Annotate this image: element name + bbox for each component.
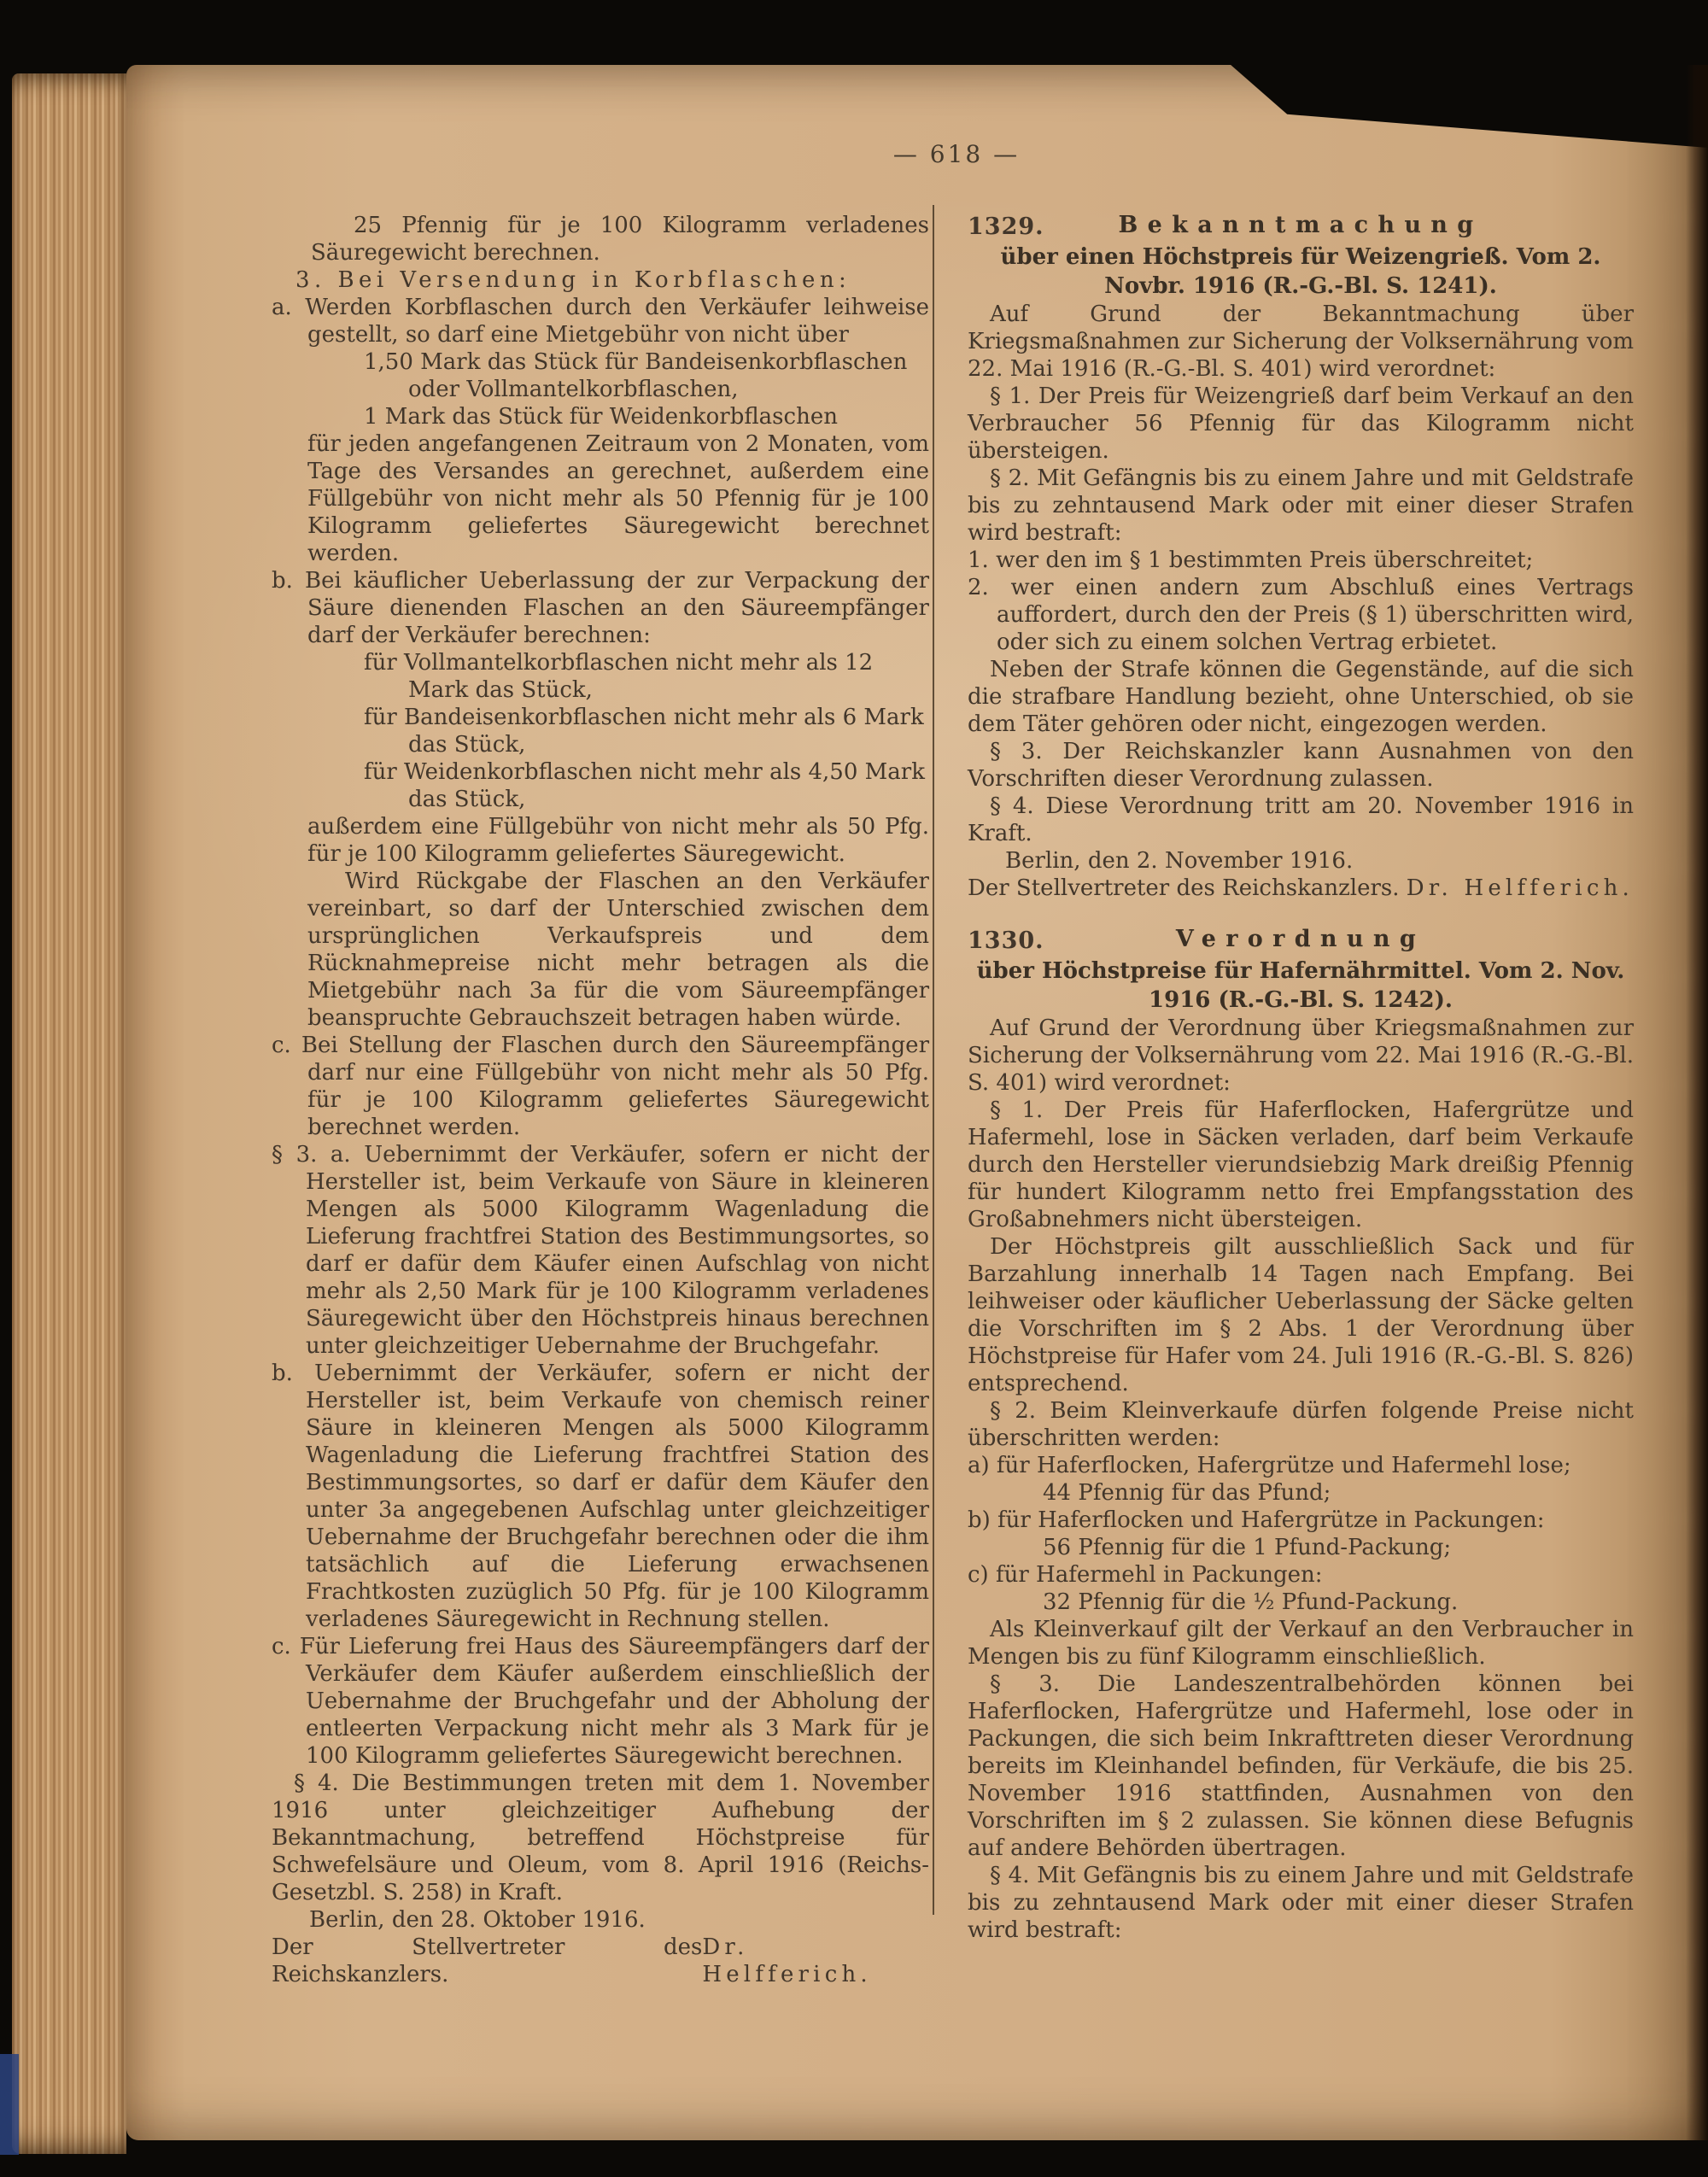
book-fore-edge-stack: [12, 73, 126, 2154]
item-a-price-1: 1,50 Mark das Stück für Bandeisenkorbflaschen oder Vollmantelkorbflaschen,: [364, 349, 908, 402]
dateline: Berlin, den 28. Oktober 1916.: [309, 1907, 646, 1933]
document-1329-subtitle: über einen Höchstpreis für Weizengrieß. Vom 2. Novbr. 1916 (R.-G.-Bl. S. 1241).: [1000, 244, 1601, 299]
d1329-paragraph-intro: Auf Grund der Bekanntmachung über Kriegsmaßnahmen zur Sicherung der Volksernährung vom 22. Mai 1916 (R.-G.-Bl. S. 401) wird verordnet:: [968, 301, 1634, 382]
item-a-label: a.: [272, 295, 292, 320]
item-a-price-2: 1 Mark das Stück für Weidenkorbflaschen: [364, 404, 838, 430]
paragraph-3a: § 3. a. Uebernimmt der Verkäufer, sofern er nicht der Hersteller ist, beim Verkaufe von Säure in kleineren Mengen als 5000 Kilogramm Wagenladung die Lieferung frachtfrei Station des Bestimmungsortes, so darf er dafür dem Käufer einen Aufschlag von nicht mehr als 2,50 Mark für je 100 Kilogramm verladenes Säuregewicht über den Höchstpreis hinaus berechnen unter gleichzeitiger Uebernahme der Bruchgefahr.: [272, 1142, 929, 1359]
document-1330-heading: [968, 926, 1634, 953]
d1329-dateline: Berlin, den 2. November 1916.: [1005, 848, 1354, 874]
item-a-continuation: für jeden angefangenen Zeitraum von 2 Monaten, vom Tage des Versandes an gerechnet, außerdem eine Füllgebühr von nicht mehr als 50 Pfennig für je 100 Kilogramm geliefertes Säuregewicht berechnet werden.: [307, 431, 929, 566]
d1330-paragraph-1: § 1. Der Preis für Haferflocken, Hafergrütze und Hafermehl, lose in Säcken verladen, darf beim Verkaufe durch den Hersteller vierundsiebzig Mark dreißig Pfennig für hundert Kilogramm netto frei Empfangsstation des Großabnehmers nicht übersteigen.: [968, 1097, 1634, 1232]
d1330-paragraph-2: § 2. Beim Kleinverkaufe dürfen folgende Preise nicht überschritten werden:: [968, 1398, 1634, 1451]
d1329-signature-row: [968, 875, 1634, 902]
document-1330-title: Verordnung: [1175, 926, 1426, 952]
d1329-signature-name: Dr. Helfferich.: [1406, 875, 1634, 901]
item-a-text: Werden Korbflaschen durch den Verkäufer leihweise gestellt, so darf eine Mietgebühr von nicht über: [305, 295, 929, 348]
d1329-list-item-2: 2. wer einen andern zum Abschluß eines Vertrags auffordert, durch den der Preis (§ 1) überschritten wird, oder sich zu einem solchen Vertrag erbietet.: [968, 575, 1634, 655]
column-divider-rule: [933, 205, 934, 1915]
d1329-paragraph-penalty: Neben der Strafe können die Gegenstände, auf die sich die strafbare Handlung bezieht, ohne Unterschied, ob sie dem Täter gehören oder nicht, eingezogen werden.: [968, 657, 1634, 737]
signature-office: Der Stellvertreter des Reichskanzlers.: [272, 1934, 703, 1987]
page-number: — 618 —: [892, 140, 1021, 168]
book-page: [126, 65, 1708, 2140]
d1330-list-item-c: c) für Hafermehl in Packungen:: [968, 1562, 1323, 1588]
item-b-price-2: für Bandeisenkorbflaschen nicht mehr als 6 Mark das Stück,: [364, 705, 924, 758]
d1330-price-b: 56 Pfennig für die 1 Pfund-Packung;: [1043, 1535, 1452, 1560]
item-b-paragraph: Wird Rückgabe der Flaschen an den Verkäufer vereinbart, so darf der Unterschied zwischen dem ursprünglichen Verkaufspreis und dem Rücknahmepreise nicht mehr betragen als die Mietgebühr nach 3a für die vom Säureempfänger beanspruchte Gebrauchszeit betragen haben würde.: [307, 869, 929, 1031]
d1330-paragraph-1b: Der Höchstpreis gilt ausschließlich Sack und für Barzahlung innerhalb 14 Tagen nach Empfang. Bei leihweiser oder käuflicher Ueberlassung der Säcke gelten die Vorschriften im § 2 Abs. 1 der Verordnung über Höchstpreise für Hafer vom 24. Juli 1916 (R.-G.-Bl. S. 826) entsprechend.: [968, 1234, 1634, 1396]
background-corner: [0, 2054, 19, 2155]
left-column: [272, 212, 929, 1988]
continuation-paragraph: 25 Pfennig für je 100 Kilogramm verladenes Säuregewicht berechnen.: [311, 213, 929, 266]
section-3-heading: 3. Bei Versendung in Korbflaschen:: [295, 267, 851, 293]
document-1330: [968, 926, 1634, 1944]
signature-name: Dr. Helfferich.: [702, 1934, 872, 1987]
document-1329: [968, 212, 1634, 902]
d1330-paragraph-4: § 4. Mit Gefängnis bis zu einem Jahre und mit Geldstrafe bis zu zehntausend Mark oder mit einer dieser Strafen wird bestraft:: [968, 1863, 1634, 1943]
document-1329-title: Bekanntmachung: [1118, 212, 1483, 238]
document-1329-heading: [968, 212, 1634, 239]
d1329-list-item-1: 1. wer den im § 1 bestimmten Preis überschreitet;: [968, 547, 1534, 573]
item-b: [272, 567, 929, 1032]
paragraph-3b: b. Uebernimmt der Verkäufer, sofern er nicht der Hersteller ist, beim Verkaufe von chemisch reiner Säure in kleineren Mengen als 5000 Kilogramm Wagenladung die Lieferung frachtfrei Station des Bestimmungsortes, so darf er dafür dem Käufer den unter 3a angegebenen Aufschlag unter gleichzeitiger Uebernahme der Bruchgefahr berechnen oder die ihm tatsächlich auf die Lieferung erwachsenen Frachtkosten zuzüglich 50 Pfg. für je 100 Kilogramm verladenes Säuregewicht in Rechnung stellen.: [272, 1361, 929, 1632]
paragraph-3c: c. Für Lieferung frei Haus des Säureempfängers darf der Verkäufer dem Käufer außerdem einschließlich der Uebernahme der Bruchgefahr und der Abholung der entleerten Verpackung nicht mehr als 3 Mark für je 100 Kilogramm geliefertes Säuregewicht berechnen.: [272, 1634, 929, 1769]
d1330-list-item-a: a) für Haferflocken, Hafergrütze und Hafermehl lose;: [968, 1453, 1571, 1478]
d1330-list-item-b: b) für Haferflocken und Hafergrütze in Packungen:: [968, 1507, 1545, 1533]
item-c-text: Bei Stellung der Flaschen durch den Säureempfänger darf nur eine Füllgebühr von nicht mehr als 50 Pfg. für je 100 Kilogramm geliefertes Säuregewicht berechnet werden.: [301, 1033, 929, 1140]
document-1329-number: 1329.: [968, 214, 1044, 240]
d1330-price-c: 32 Pfennig für die ½ Pfund-Packung.: [1043, 1589, 1459, 1615]
d1329-paragraph-4: § 4. Diese Verordnung tritt am 20. November 1916 in Kraft.: [968, 793, 1634, 846]
item-b-price-1: für Vollmantelkorbflaschen nicht mehr als 12 Mark das Stück,: [364, 650, 874, 703]
d1330-paragraph-kleinverkauf: Als Kleinverkauf gilt der Verkauf an den Verbraucher in Mengen bis zu fünf Kilogramm einschließlich.: [968, 1617, 1634, 1670]
right-column: [968, 212, 1634, 1968]
photo-dark-corner: [1230, 64, 1708, 148]
item-c-label: c.: [272, 1033, 291, 1058]
item-a: [272, 294, 929, 567]
d1330-price-a: 44 Pfennig für das Pfund;: [1043, 1480, 1331, 1506]
d1330-paragraph-3: § 3. Die Landeszentralbehörden können bei Haferflocken, Hafergrütze und Hafermehl, lose oder in Packungen, die sich beim Inkrafttreten dieser Verordnung bereits im Kleinhandel befinden, für Verkäufe, die bis 25. November 1916 stattfinden, Ausnahmen von den Vorschriften im § 2 zulassen. Sie können diese Befugnis auf andere Behörden übertragen.: [968, 1671, 1634, 1861]
d1329-paragraph-2: § 2. Mit Gefängnis bis zu einem Jahre und mit Geldstrafe bis zu zehntausend Mark oder mit einer dieser Strafen wird bestraft:: [968, 465, 1634, 546]
d1329-paragraph-1: § 1. Der Preis für Weizengrieß darf beim Verkauf an den Verbraucher 56 Pfennig für das Kilogramm nicht übersteigen.: [968, 383, 1634, 464]
item-b-label: b.: [272, 568, 293, 594]
document-1330-number: 1330.: [968, 928, 1044, 954]
item-b-continuation: außerdem eine Füllgebühr von nicht mehr als 50 Pfg. für je 100 Kilogramm geliefertes Säuregewicht.: [307, 814, 929, 867]
signature-row: [272, 1934, 929, 1988]
item-b-text: Bei käuflicher Ueberlassung der zur Verpackung der Säure dienenden Flaschen an den Säureempfänger darf der Verkäufer berechnen:: [305, 568, 929, 648]
d1329-signature-office: Der Stellvertreter des Reichskanzlers.: [968, 875, 1400, 901]
d1329-paragraph-3: § 3. Der Reichskanzler kann Ausnahmen von den Vorschriften dieser Verordnung zulassen.: [968, 739, 1634, 792]
item-b-price-3: für Weidenkorbflaschen nicht mehr als 4,50 Mark das Stück,: [364, 759, 925, 812]
document-1330-subtitle: über Höchstpreise für Hafernährmittel. Vom 2. Nov. 1916 (R.-G.-Bl. S. 1242).: [976, 958, 1625, 1013]
item-c: [272, 1032, 929, 1141]
d1330-paragraph-intro: Auf Grund der Verordnung über Kriegsmaßnahmen zur Sicherung der Volksernährung vom 22. Mai 1916 (R.-G.-Bl. S. 401) wird verordnet:: [968, 1015, 1634, 1096]
binding-gutter-shadow: [1686, 65, 1708, 2140]
paragraph-4: § 4. Die Bestimmungen treten mit dem 1. November 1916 unter gleichzeitiger Aufhebung der Bekanntmachung, betreffend Höchstpreise für Schwefelsäure und Oleum, vom 8. April 1916 (Reichs-Gesetzbl. S. 258) in Kraft.: [272, 1770, 929, 1905]
